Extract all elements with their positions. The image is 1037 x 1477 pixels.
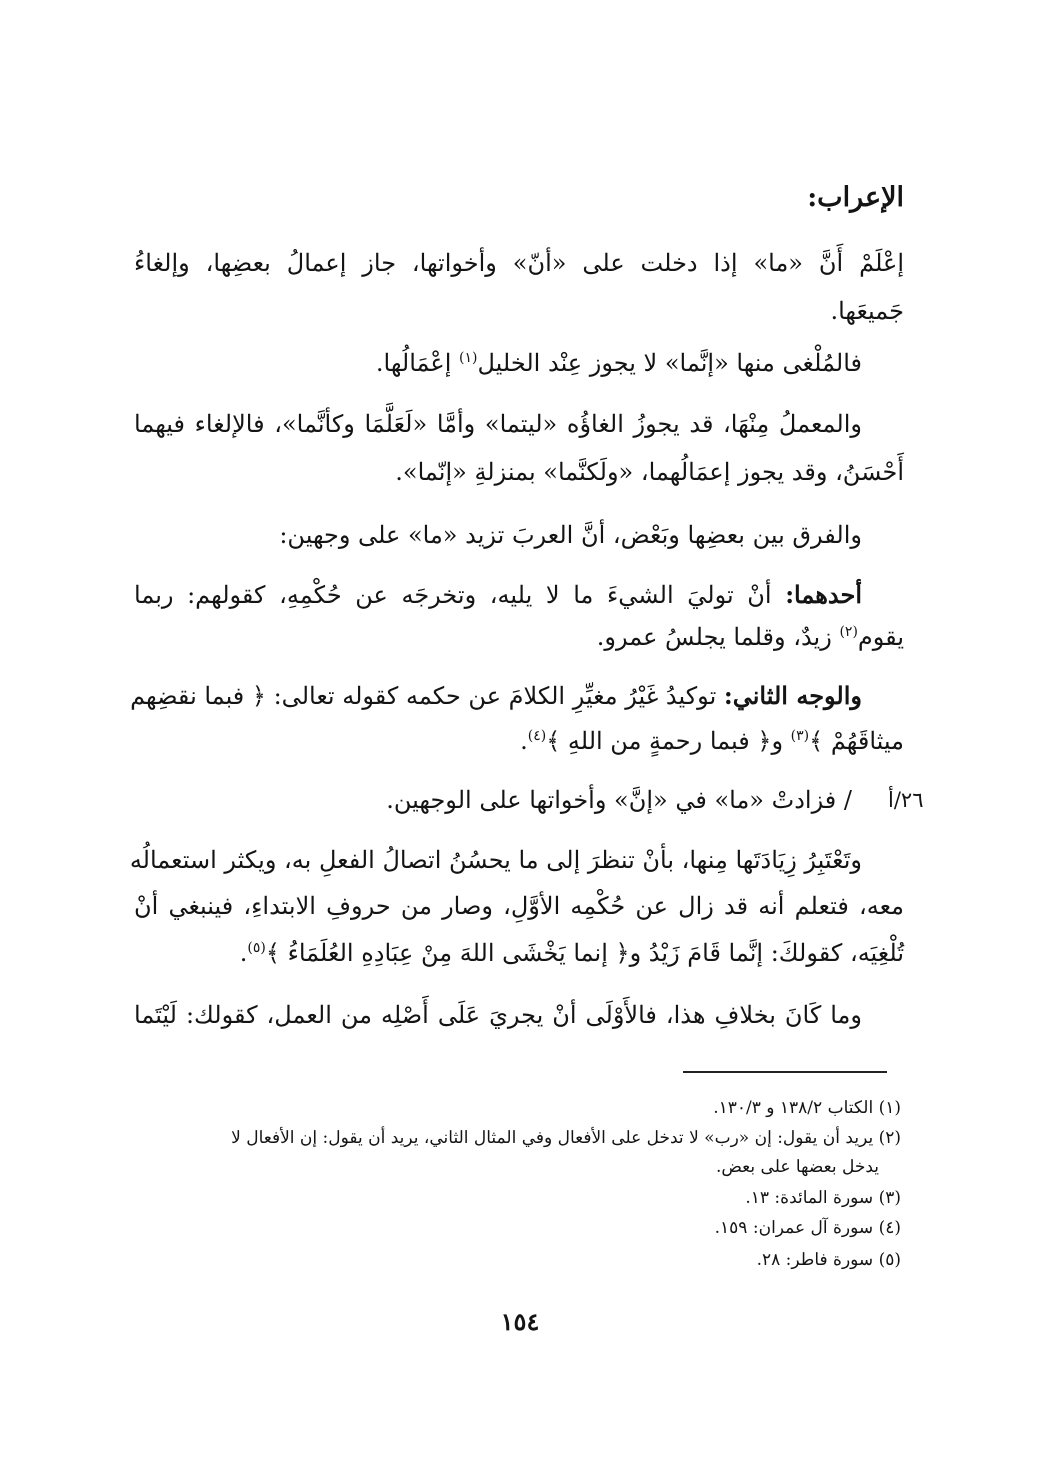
text-line-4 <box>134 404 862 444</box>
footnote-4: (٤) سورة آل عمران: ١٥٩. <box>714 1218 901 1238</box>
text-line-8 <box>134 617 904 657</box>
footnote-ref-5[interactable]: (٥) <box>247 940 266 956</box>
line-text-after: . <box>239 939 248 967</box>
text-line-9 <box>130 676 862 716</box>
line-text-end: . <box>520 727 528 755</box>
line-text: تُلْغِيَه، كقولكَ: إنَّما قَامَ زَيْدُ و﴿ إنما يَخْشَى اللهَ مِنْ عِبَادِهِ العُلَمَاءُ ﴾ <box>265 939 904 967</box>
line-text: وما كَانَ بخلافِ هذا، فالأَوْلَى أنْ يجريَ عَلَى أَصْلِه من العمل، كقولك: لَيْتَما <box>134 1001 862 1029</box>
line-text: أَحْسَنُ، وقد يجوز إعمَالُهما، «ولَكنَّما» بمنزلةِ «إنّما». <box>395 458 904 486</box>
text-line-11 <box>134 780 852 820</box>
line-text: معه، فتعلم أنه قد زال عن حُكْمِه الأوَّلِ، وصار من حروفِ الابتداءِ، فينبغي أنْ <box>134 892 904 920</box>
footnote-1: (١) الكتاب ١٣٨/٢ و ١٣٠/٣. <box>713 1098 901 1118</box>
line-text-after: زيدٌ، وقلما يجلسُ عمرو. <box>596 623 840 651</box>
text-line-15 <box>134 995 862 1035</box>
line-text: والفرق بين بعضِها وبَعْض، أنَّ العربَ تزيد «ما» على وجهين: <box>279 521 862 549</box>
text-line-6 <box>134 515 862 555</box>
line-text: إعْلَمْ أَنَّ «ما» إذا دخلت على «أنّ» وأخواتها، جاز إعمالُ بعضِها، وإلغاءُ <box>134 249 904 277</box>
line-text: والمعملُ مِنْهَا، قد يجوزُ الغاؤُه «ليتما» وأمَّا «لَعَلَّمَا وكأنَّما»، فالإلغاء فيهما <box>134 410 862 438</box>
footnote-separator <box>683 1071 887 1073</box>
text-line-5 <box>134 452 904 492</box>
line-bold-lead: والوجه الثاني: <box>723 681 862 710</box>
text-line-1 <box>134 243 904 283</box>
page-number: ١٥٤ <box>500 1307 540 1336</box>
footnote-2: (٢) يريد أن يقول: إن «رب» لا تدخل على الأفعال وفي المثال الثاني، يريد أن يقول: إن الأفعال لا <box>231 1128 901 1148</box>
line-text: / فزادتْ «ما» في «إنَّ» وأخواتها على الوجهين. <box>386 786 852 814</box>
footnote-5: (٥) سورة فاطر: ٢٨. <box>756 1250 901 1270</box>
line-bold-lead: أحدهما: <box>785 580 862 609</box>
text-line-2 <box>134 291 904 331</box>
footnote-3: (٣) سورة المائدة: ١٣. <box>745 1188 901 1208</box>
footnote-ref-2[interactable]: (٢) <box>839 624 858 640</box>
line-text: وتَعْتَبِرُ زِيَادَتَها مِنها، بأنْ تنظرَ إلى ما يحسُنُ اتصالُ الفعلِ به، ويكثر استعمالُه <box>129 846 862 874</box>
text-line-3 <box>134 343 862 383</box>
text-line-10 <box>134 721 904 761</box>
margin-folio-reference: ٢٦/أ <box>888 788 924 812</box>
text-line-13 <box>134 886 904 926</box>
footnote-ref-4[interactable]: (٤) <box>527 728 547 744</box>
text-line-7 <box>134 575 862 615</box>
line-text: فالمُلْغى منها «إنَّما» لا يجوز عِنْد الخليل <box>477 349 862 377</box>
text-line-14 <box>134 933 904 973</box>
line-text: أنْ توليَ الشيءَ ما لا يليه، وتخرجَه عن حُكْمِهِ، كقولهم: ربما <box>134 581 786 609</box>
section-heading: الإعراب: <box>807 182 904 213</box>
line-text-after: و﴿ فبما رحمةٍ من اللهِ ﴾ <box>546 727 791 755</box>
footnote-ref-3[interactable]: (٣) <box>790 728 810 744</box>
line-text: ميثاقَهُمْ ﴾ <box>809 727 904 755</box>
footnote-2-continuation: يدخل بعضها على بعض. <box>715 1157 879 1177</box>
footnote-ref-1[interactable]: (١) <box>459 350 478 366</box>
line-text: يقوم <box>857 623 904 651</box>
line-text-after: إعْمَالُها. <box>375 349 460 377</box>
line-text: توكيدُ غَيْرُ مغيِّرِ الكلامَ عن حكمه كقوله تعالى: ﴿ فبما نقضِهم <box>130 682 724 710</box>
line-text: جَميعَها. <box>830 297 904 325</box>
text-line-12 <box>129 840 862 880</box>
